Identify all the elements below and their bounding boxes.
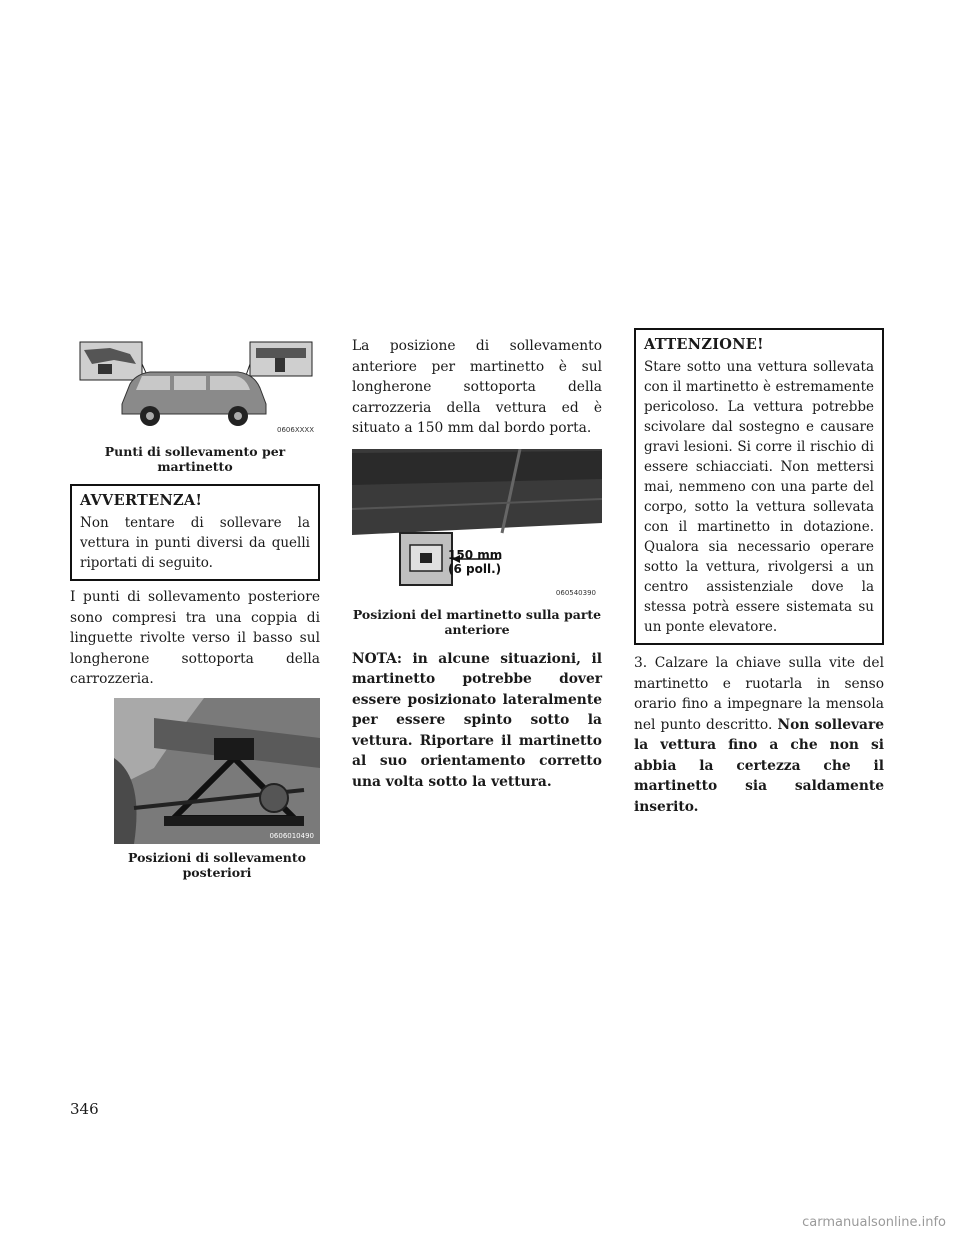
vehicle-illustration bbox=[70, 320, 320, 438]
distance-label-inches: (6 poll.) bbox=[448, 561, 502, 576]
note-paragraph: NOTA: in alcune situazioni, il martinetto potrebbe dover essere posizionato lateralmente per essere spinto sotto la vettura. Riportare il martinetto al suo orientamento corretto una volta sotto la vettura. bbox=[352, 650, 602, 790]
step3-paragraph bbox=[634, 653, 884, 817]
caution-text: Stare sotto una vettura sollevata con il martinetto è estremamente pericoloso. La vettura potrebbe scivolare dal sostegno e causare gravi lesioni. Si corre il rischio di essere schiacciati. Non mettersi mai, nemmeno con una parte del corpo, sotto la vettura sollevata con il martinetto in dotazione. Qualora sia necessario operare sotto la vettura, rivolgersi a un centro assistenziale dove la stessa potrà essere sistemata su un ponte elevatore. bbox=[644, 359, 874, 635]
rear-points-paragraph: I punti di sollevamento posteriore sono compresi tra una coppia di linguette rivolte verso il basso sul longherone sottoporta della carrozzeria. bbox=[70, 589, 320, 687]
caution-title: ATTENZIONE! bbox=[644, 336, 764, 353]
figure-code: 0606XXXX bbox=[277, 426, 314, 434]
caption-line: Posizioni del martinetto sulla parte bbox=[352, 606, 602, 622]
figure-caption bbox=[352, 607, 602, 637]
figure-caption: Posizioni di sollevamento posteriori bbox=[128, 849, 306, 880]
watermark: carmanualsonline.info bbox=[802, 1215, 946, 1230]
warning-box bbox=[70, 484, 320, 581]
caption-line: anteriore bbox=[444, 621, 510, 637]
warning-text: Non tentare di sollevare la vettura in punti diversi da quelli riportati di seguito. bbox=[80, 515, 310, 571]
figure-code: 060540390 bbox=[555, 588, 596, 597]
rear-jack-illustration bbox=[114, 698, 320, 844]
figure-caption: Punti di sollevamento per martinetto bbox=[104, 444, 286, 474]
step3-bold-text: Non sollevare la vettura fino a che non si abbia la certezza che il martinetto sia saldamente inserito. bbox=[634, 716, 885, 815]
left-column bbox=[70, 320, 320, 880]
jacking-points-figure bbox=[70, 320, 320, 438]
right-column bbox=[634, 328, 884, 817]
warning-title: AVVERTENZA! bbox=[80, 492, 203, 509]
front-jack-figure bbox=[352, 449, 602, 601]
caution-box bbox=[634, 328, 884, 645]
middle-column bbox=[352, 336, 602, 792]
rear-jack-figure bbox=[114, 698, 320, 844]
front-position-paragraph: La posizione di sollevamento anteriore per martinetto è sul longherone sottoporta della carrozzeria della vettura ed è situato a 150 mm dal bordo porta. bbox=[352, 338, 602, 436]
step3-text: 3. Calzare la chiave sulla vite del martinetto e ruotarla in senso orario fino a impegnare la mensola nel punto descritto. bbox=[634, 655, 884, 733]
distance-label: 150 mm bbox=[448, 547, 503, 562]
page-number: 346 bbox=[70, 1100, 99, 1118]
figure-code: 0606010490 bbox=[269, 831, 314, 840]
front-jack-illustration bbox=[352, 449, 602, 601]
